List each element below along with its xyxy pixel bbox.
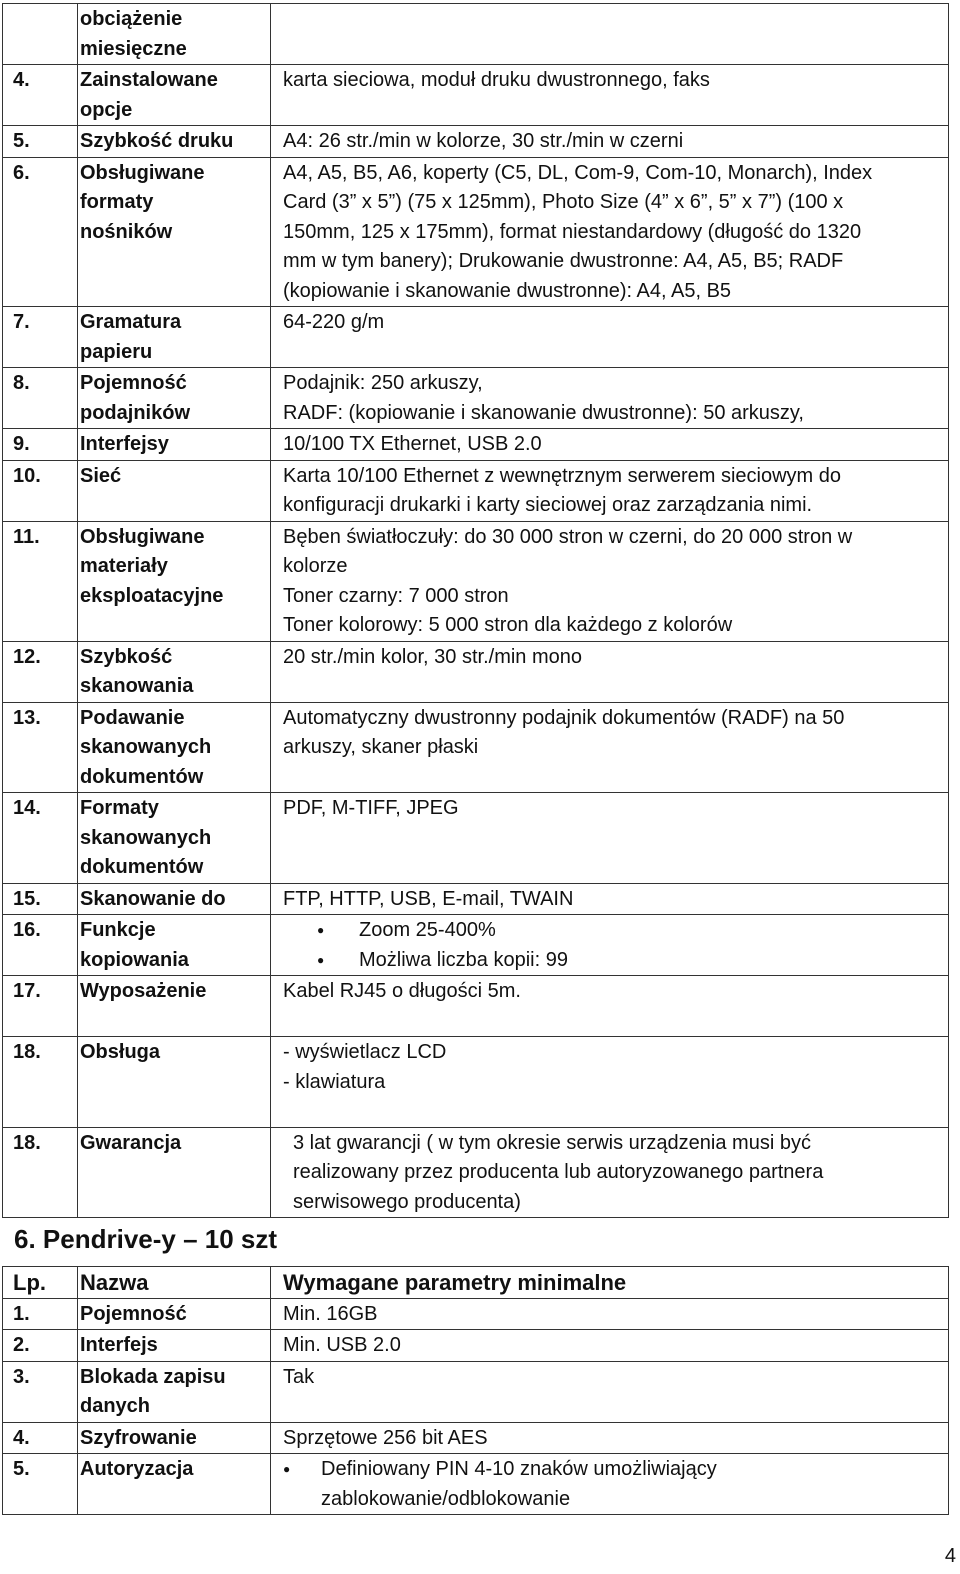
param-name-line: danych — [80, 1395, 151, 1417]
param-value-line: - klawiatura — [283, 1070, 386, 1093]
table-row — [3, 702, 949, 793]
param-value-line: karta sieciowa, moduł druku dwustronnego, faks — [283, 69, 710, 91]
row-number: 17. — [3, 976, 78, 1037]
row-number: 6. — [3, 157, 78, 307]
param-name-line: Zainstalowane — [80, 69, 218, 91]
table-row — [3, 641, 949, 702]
table-row — [3, 1361, 949, 1422]
bullet-item: ● Definiowany PIN 4-10 znaków umożliwiający — [283, 1455, 948, 1485]
param-name-line: skanowanych — [80, 736, 212, 758]
param-name — [78, 1127, 271, 1218]
row-number: 4. — [3, 1422, 78, 1454]
table-row — [3, 429, 949, 461]
param-name-line: obciążenie — [80, 8, 183, 30]
row-number — [3, 4, 78, 65]
param-value-line — [283, 5, 948, 35]
param-name-line: Obsługiwane — [80, 525, 205, 548]
row-number: 7. — [3, 307, 78, 368]
param-name — [78, 368, 271, 429]
param-value — [271, 4, 949, 65]
param-name — [78, 915, 271, 976]
table-row — [3, 4, 949, 65]
param-name-line: opcje — [80, 98, 133, 121]
param-name-line: miesięczne — [80, 37, 187, 60]
bullet-item: ● Zoom 25-400% — [283, 916, 948, 946]
param-value — [271, 976, 949, 1037]
table-row — [3, 1298, 949, 1330]
table-row — [3, 1422, 949, 1454]
param-name-line: Szybkość druku — [80, 130, 234, 152]
param-value-line: mm w tym banery); Drukowanie dwustronne: A4, A5, B5; RADF — [283, 250, 844, 272]
param-name-line: Pojemność — [80, 372, 187, 394]
param-value-line: A4, A5, B5, A6, koperty (C5, DL, Com-9, Com-10, Monarch), Index — [283, 161, 873, 184]
param-name-line: kopiowania — [80, 948, 189, 971]
param-value-line: - wyświetlacz LCD — [283, 1041, 447, 1063]
param-name-line: Szybkość — [80, 645, 173, 668]
table-row — [3, 126, 949, 158]
param-value-line — [283, 1097, 948, 1127]
param-name-line: podajników — [80, 401, 190, 424]
row-number: 4. — [3, 65, 78, 126]
param-name — [78, 521, 271, 641]
param-value-line: Min. USB 2.0 — [283, 1334, 401, 1356]
param-name — [78, 1422, 271, 1454]
table-row — [3, 1330, 949, 1362]
param-value — [271, 1298, 949, 1330]
param-name-line: Szyfrowanie — [80, 1426, 197, 1449]
header-name: Nazwa — [78, 1267, 271, 1299]
param-name-line: Interfejs — [80, 1334, 158, 1356]
param-value — [271, 1127, 949, 1218]
param-value — [271, 1037, 949, 1128]
param-name-line: dokumentów — [80, 856, 204, 878]
param-name-line: Blokada zapisu — [80, 1365, 226, 1388]
param-name-line: materiały — [80, 555, 168, 577]
param-name-line: skanowania — [80, 675, 194, 697]
row-number: 15. — [3, 883, 78, 915]
param-name-line: Gwarancja — [80, 1131, 182, 1154]
param-value-line: 20 str./min kolor, 30 str./min mono — [283, 645, 583, 668]
row-number: 18. — [3, 1127, 78, 1218]
param-name — [78, 460, 271, 521]
row-number: 2. — [3, 1330, 78, 1362]
param-name — [78, 1037, 271, 1128]
param-value — [271, 1422, 949, 1454]
row-number: 12. — [3, 641, 78, 702]
table-row — [3, 1037, 949, 1128]
row-number: 1. — [3, 1298, 78, 1330]
param-value-line: serwisowego producenta) — [293, 1190, 521, 1213]
param-value-line: 64-220 g/m — [283, 311, 385, 333]
param-value — [271, 65, 949, 126]
table-row — [3, 460, 949, 521]
param-name-line: Obsługiwane — [80, 161, 205, 184]
param-name — [78, 793, 271, 884]
param-value — [271, 702, 949, 793]
param-name — [78, 976, 271, 1037]
param-value — [271, 1454, 949, 1515]
param-value-line: FTP, HTTP, USB, E-mail, TWAIN — [283, 887, 574, 910]
param-value-line: 3 lat gwarancji ( w tym okresie serwis urządzenia musi być — [293, 1131, 811, 1154]
table-row — [3, 157, 949, 307]
param-name — [78, 126, 271, 158]
param-value-line: Min. 16GB — [283, 1302, 378, 1325]
param-name — [78, 429, 271, 461]
param-name-line: Funkcje — [80, 919, 156, 941]
param-name-line: nośników — [80, 220, 173, 243]
param-name — [78, 1361, 271, 1422]
table-row — [3, 307, 949, 368]
param-value-line: (kopiowanie i skanowanie dwustronne): A4, A5, B5 — [283, 279, 732, 302]
param-value-line: kolorze — [283, 555, 348, 577]
bullet-item: zablokowanie/odblokowanie — [321, 1487, 571, 1510]
param-name — [78, 883, 271, 915]
param-value-line: A4: 26 str./min w kolorze, 30 str./min w czerni — [283, 130, 684, 152]
table-header-row — [3, 1267, 949, 1299]
param-name — [78, 307, 271, 368]
param-value — [271, 1361, 949, 1422]
param-value-line: Sprzętowe 256 bit AES — [283, 1426, 488, 1449]
param-name-line: Skanowanie do — [80, 887, 226, 910]
param-value-line: Bęben światłoczuły: do 30 000 stron w czerni, do 20 000 stron w — [283, 525, 853, 548]
param-value-line: RADF: (kopiowanie i skanowanie dwustronne): 50 arkuszy, — [283, 401, 804, 424]
row-number: 3. — [3, 1361, 78, 1422]
param-value-line: arkuszy, skaner płaski — [283, 736, 479, 758]
param-name — [78, 4, 271, 65]
param-name — [78, 157, 271, 307]
param-name — [78, 641, 271, 702]
row-number: 8. — [3, 368, 78, 429]
param-value — [271, 307, 949, 368]
table-row — [3, 1127, 949, 1218]
param-value-line: realizowany przez producenta lub autoryzowanego partnera — [293, 1161, 824, 1183]
param-value-line: Podajnik: 250 arkuszy, — [283, 372, 483, 394]
param-value — [271, 915, 949, 976]
param-value — [271, 157, 949, 307]
param-name-line: Sieć — [80, 464, 122, 487]
param-value — [271, 368, 949, 429]
param-name — [78, 65, 271, 126]
row-number: 5. — [3, 1454, 78, 1515]
table-row — [3, 1454, 949, 1515]
bullet-item: ● Możliwa liczba kopii: 99 — [283, 946, 948, 976]
header-params: Wymagane parametry minimalne — [271, 1267, 949, 1299]
section-heading-pendrive: 6. Pendrive-y – 10 szt — [14, 1224, 278, 1254]
param-value-line: Toner czarny: 7 000 stron — [283, 584, 509, 607]
param-value — [271, 460, 949, 521]
param-value-line: 150mm, 125 x 175mm), format niestandardowy (długość do 1320 — [283, 220, 862, 243]
row-number: 10. — [3, 460, 78, 521]
param-name-line: Interfejsy — [80, 433, 169, 455]
printer-spec-table — [2, 3, 949, 1218]
row-number: 16. — [3, 915, 78, 976]
param-name-line: Obsługa — [80, 1041, 161, 1063]
param-name-line: dokumentów — [80, 765, 204, 788]
param-name-line: Pojemność — [80, 1302, 187, 1325]
param-name-line: Podawanie — [80, 706, 185, 729]
param-value-line: PDF, M-TIFF, JPEG — [283, 797, 459, 819]
row-number: 18. — [3, 1037, 78, 1128]
table-row — [3, 793, 949, 884]
param-value — [271, 521, 949, 641]
param-value-line: Kabel RJ45 o długości 5m. — [283, 980, 521, 1002]
row-number: 5. — [3, 126, 78, 158]
param-value-line: Toner kolorowy: 5 000 stron dla każdego z kolorów — [283, 614, 733, 636]
row-number: 14. — [3, 793, 78, 884]
param-value — [271, 641, 949, 702]
row-number: 13. — [3, 702, 78, 793]
param-value — [271, 126, 949, 158]
param-value — [271, 793, 949, 884]
param-name-line: Gramatura — [80, 311, 182, 333]
param-value-line: Card (3” x 5”) (75 x 125mm), Photo Size (4” x 6”, 5” x 7”) (100 x — [283, 191, 844, 213]
param-name — [78, 702, 271, 793]
param-name — [78, 1298, 271, 1330]
param-value-line: 10/100 TX Ethernet, USB 2.0 — [283, 433, 542, 455]
row-number: 9. — [3, 429, 78, 461]
param-name-line: Wyposażenie — [80, 980, 207, 1002]
table-row — [3, 521, 949, 641]
param-value — [271, 1330, 949, 1362]
param-name-line: formaty — [80, 191, 154, 213]
param-value — [271, 883, 949, 915]
param-name — [78, 1454, 271, 1515]
param-value — [271, 429, 949, 461]
param-value-line: Automatyczny dwustronny podajnik dokumentów (RADF) na 50 — [283, 706, 845, 729]
table-row — [3, 883, 949, 915]
header-lp: Lp. — [3, 1267, 78, 1299]
page-number: 4 — [944, 1545, 956, 1567]
param-name-line: skanowanych — [80, 826, 212, 849]
param-name — [78, 1330, 271, 1362]
table-row — [3, 976, 949, 1037]
param-value-line — [283, 1007, 948, 1037]
param-value-line: konfiguracji drukarki i karty sieciowej oraz zarządzania nimi. — [283, 494, 813, 516]
param-name-line: Formaty — [80, 797, 159, 819]
pendrive-spec-table — [2, 1266, 949, 1515]
param-name-line: Autoryzacja — [80, 1458, 194, 1480]
param-value-line: Karta 10/100 Ethernet z wewnętrznym serwerem sieciowym do — [283, 464, 842, 487]
param-name-line: papieru — [80, 340, 153, 363]
table-row — [3, 368, 949, 429]
param-value-line: Tak — [283, 1365, 315, 1388]
table-row — [3, 65, 949, 126]
row-number: 11. — [3, 521, 78, 641]
param-name-line: eksploatacyjne — [80, 584, 224, 607]
table-row — [3, 915, 949, 976]
